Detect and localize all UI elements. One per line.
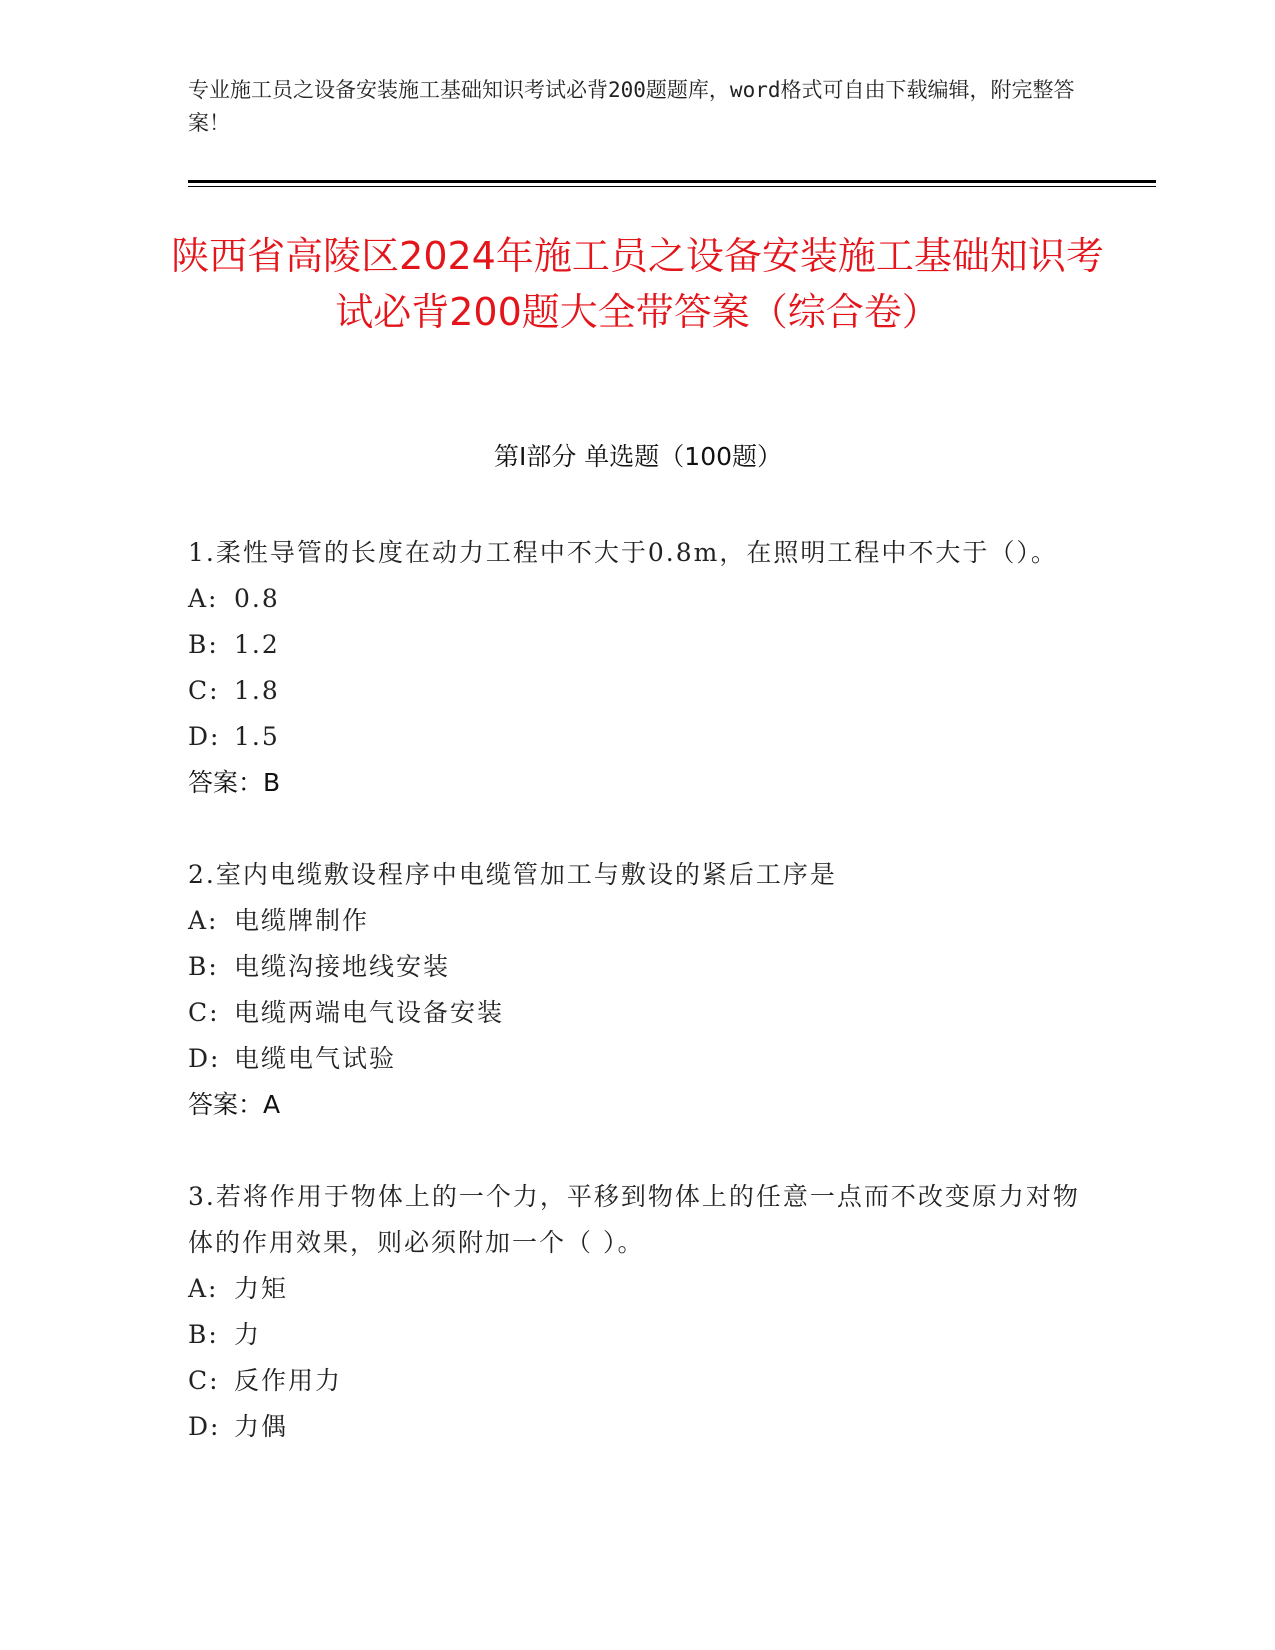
question-2 bbox=[188, 852, 1088, 1128]
option-b bbox=[188, 622, 1088, 668]
option-d bbox=[188, 1404, 1088, 1450]
option-text: 0.8 bbox=[234, 584, 280, 613]
option-text: 1.5 bbox=[234, 722, 280, 751]
option-text: 电缆电气试验 bbox=[234, 1044, 397, 1073]
option-letter: D: bbox=[188, 1412, 221, 1441]
option-letter: D: bbox=[188, 1044, 221, 1073]
option-d bbox=[188, 714, 1088, 760]
option-d bbox=[188, 1036, 1088, 1082]
option-text: 1.2 bbox=[234, 630, 280, 659]
question-list bbox=[188, 530, 1088, 1496]
question-3 bbox=[188, 1174, 1088, 1450]
option-text: 1.8 bbox=[234, 676, 280, 705]
question-stem: 3.若将作用于物体上的一个力，平移到物体上的任意一点而不改变原力对物体的作用效果，则必须附加一个（ ）。 bbox=[188, 1182, 1080, 1257]
option-letter: B: bbox=[188, 630, 219, 659]
option-b bbox=[188, 944, 1088, 990]
option-text: 反作用力 bbox=[234, 1366, 343, 1395]
option-letter: C: bbox=[188, 1366, 220, 1395]
option-letter: A: bbox=[188, 1274, 219, 1303]
option-text: 力矩 bbox=[234, 1274, 289, 1303]
section-heading: 第I部分 单选题（100题） bbox=[493, 442, 783, 471]
option-letter: C: bbox=[188, 676, 220, 705]
option-text: 电缆沟接地线安装 bbox=[234, 952, 451, 981]
option-letter: C: bbox=[188, 998, 220, 1027]
header-divider-thick bbox=[188, 180, 1156, 183]
option-letter: B: bbox=[188, 952, 219, 981]
option-text: 电缆两端电气设备安装 bbox=[234, 998, 505, 1027]
option-a bbox=[188, 576, 1088, 622]
document-title: 陕西省高陵区2024年施工员之设备安装施工基础知识考试必背200题大全带答案（综合卷） bbox=[171, 234, 1104, 334]
option-text: 电缆牌制作 bbox=[234, 906, 370, 935]
option-a bbox=[188, 1266, 1088, 1312]
option-c bbox=[188, 668, 1088, 714]
option-letter: A: bbox=[188, 906, 219, 935]
option-letter: A: bbox=[188, 584, 219, 613]
answer: 答案：B bbox=[188, 768, 281, 797]
header-divider-thin bbox=[188, 186, 1156, 187]
option-c bbox=[188, 1358, 1088, 1404]
answer: 答案：A bbox=[188, 1090, 281, 1119]
option-letter: D: bbox=[188, 722, 221, 751]
option-letter: B: bbox=[188, 1320, 219, 1349]
option-c bbox=[188, 990, 1088, 1036]
option-text: 力 bbox=[234, 1320, 262, 1349]
question-stem: 1.柔性导管的长度在动力工程中不大于0.8m，在照明工程中不大于（）。 bbox=[188, 538, 1058, 567]
option-b bbox=[188, 1312, 1088, 1358]
option-text: 力偶 bbox=[234, 1412, 289, 1441]
option-a bbox=[188, 898, 1088, 944]
question-1 bbox=[188, 530, 1088, 806]
question-stem: 2.室内电缆敷设程序中电缆管加工与敷设的紧后工序是 bbox=[188, 860, 837, 889]
header-note: 专业施工员之设备安装施工基础知识考试必背200题题库，word格式可自由下载编辑，附完整答案！ bbox=[188, 78, 1075, 135]
